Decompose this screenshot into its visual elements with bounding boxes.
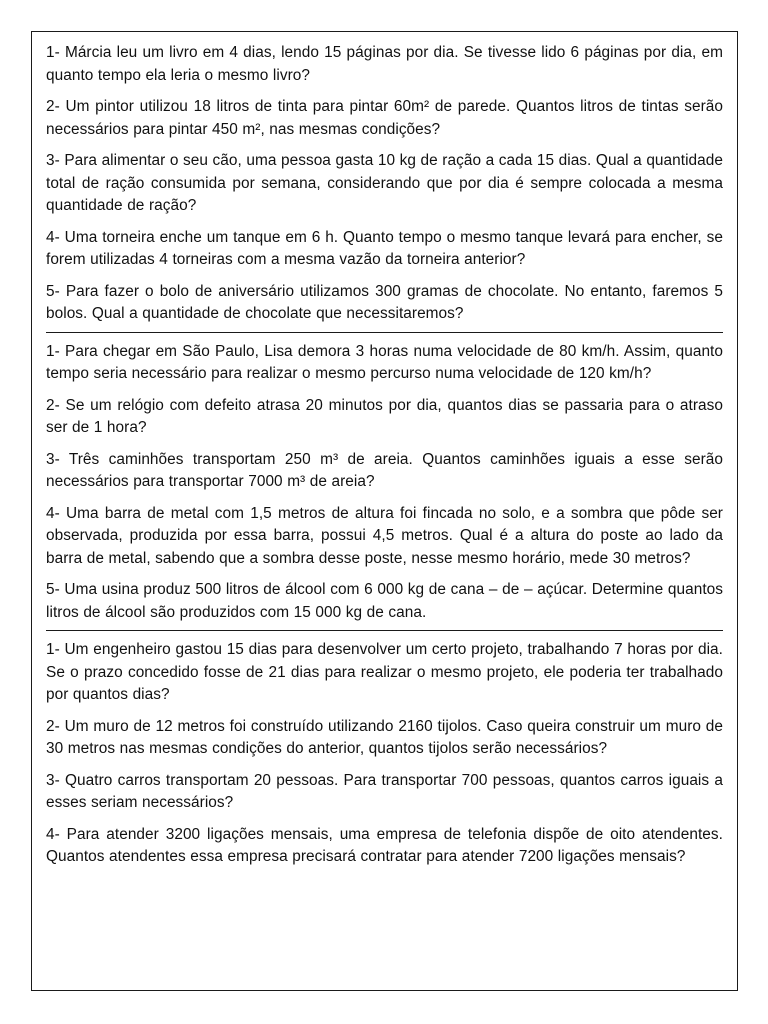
section-3 — [46, 639, 723, 882]
question-2-5: 5- Uma usina produz 500 litros de álcool com 6 000 kg de cana – de – açúcar. Determine quantos litros de álcool são produzidos com 15 000 kg de cana. — [46, 581, 723, 621]
question-3-1: 1- Um engenheiro gastou 15 dias para desenvolver um certo projeto, trabalhando 7 horas por dia. Se o prazo concedido fosse de 21 dias para realizar o mesmo projeto, ele poderia ter trabalhado por quantos dias? — [46, 641, 723, 703]
question-1-4: 4- Uma torneira enche um tanque em 6 h. Quanto tempo o mesmo tanque levará para encher, se forem utilizadas 4 torneiras com a mesma vazão da torneira anterior? — [46, 228, 723, 268]
question-3-3: 3- Quatro carros transportam 20 pessoas. Para transportar 700 pessoas, quantos carros iguais a esses seriam necessários? — [46, 771, 723, 811]
question-1-3: 3- Para alimentar o seu cão, uma pessoa gasta 10 kg de ração a cada 15 dias. Qual a quantidade total de ração consumida por semana, considerando que por dia é sempre colocada a mesma quantidade de ração? — [46, 152, 723, 214]
question-3-4: 4- Para atender 3200 ligações mensais, uma empresa de telefonia dispõe de oito atendentes. Quantos atendentes essa empresa precisará contratar para atender 7200 ligações mensais? — [46, 825, 723, 865]
question-2-2: 2- Se um relógio com defeito atrasa 20 minutos por dia, quantos dias se passaria para o atraso ser de 1 hora? — [46, 396, 723, 436]
question-1-2: 2- Um pintor utilizou 18 litros de tinta para pintar 60m² de parede. Quantos litros de tintas serão necessários para pintar 450 m², nas mesmas condições? — [46, 98, 723, 138]
question-1-5: 5- Para fazer o bolo de aniversário utilizamos 300 gramas de chocolate. No entanto, faremos 5 bolos. Qual a quantidade de chocolate que necessitaremos? — [46, 282, 723, 322]
question-3-2: 2- Um muro de 12 metros foi construído utilizando 2160 tijolos. Caso queira construir um muro de 30 metros nas mesmas condições do anterior, quantos tijolos serão necessários? — [46, 717, 723, 757]
question-2-4: 4- Uma barra de metal com 1,5 metros de altura foi fincada no solo, e a sombra que pôde ser observada, produzida por essa barra, possui 4,5 metros. Qual é a altura do poste ao lado da barra de metal, sabendo que a sombra desse poste, nesse mesmo horário, mede 30 metros? — [46, 504, 723, 567]
section-2 — [46, 341, 723, 632]
section-1 — [46, 42, 723, 333]
question-2-3: 3- Três caminhões transportam 250 m³ de areia. Quantos caminhões iguais a esse serão necessários para transportar 7000 m³ de areia? — [46, 450, 723, 490]
worksheet — [31, 31, 738, 991]
question-1-1: 1- Márcia leu um livro em 4 dias, lendo 15 páginas por dia. Se tivesse lido 6 páginas por dia, em quanto tempo ela leria o mesmo livro? — [46, 44, 723, 84]
question-2-1: 1- Para chegar em São Paulo, Lisa demora 3 horas numa velocidade de 80 km/h. Assim, quanto tempo seria necessário para realizar o mesmo percurso numa velocidade de 120 km/h? — [46, 342, 723, 382]
